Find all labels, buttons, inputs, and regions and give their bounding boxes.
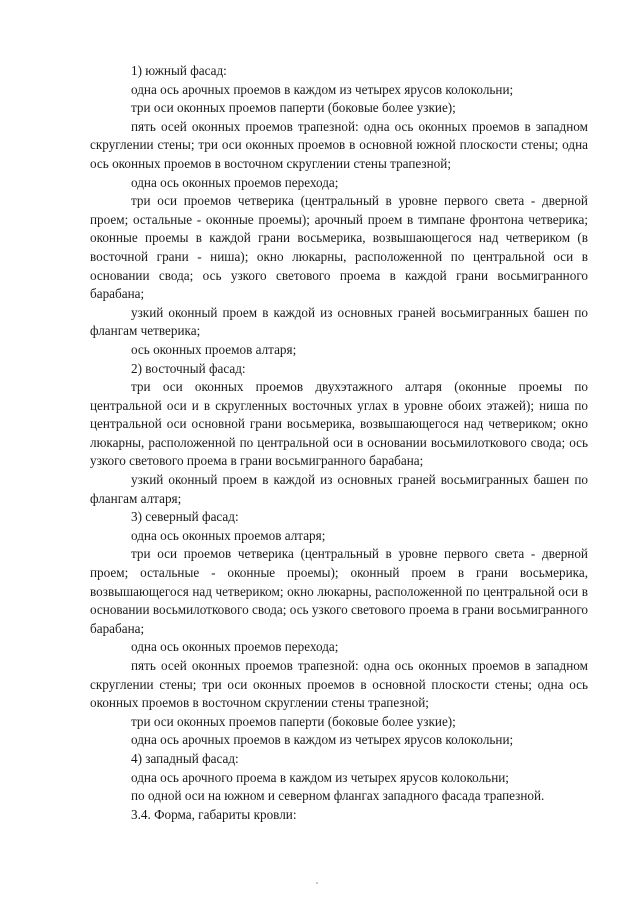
list-item: одна ось арочных проемов в каждом из четырех ярусов колокольни;	[131, 732, 514, 748]
list-item: пять осей оконных проемов трапезной: одна ось оконных проемов в западном скруглении стены; три оси оконных проемов в основной плоскости стены; одна ось оконных проемов в восточном скруглении стены трапезной;	[90, 658, 588, 711]
list-item: одна ось оконных проемов алтаря;	[131, 527, 326, 543]
list-item: три оси проемов четверика (центральный в уровне первого света - дверной проем; остальные - оконные проемы); арочный проем в тимпане фронтона четверика; оконные проемы в каждой грани восьмерика, возвышающегося над четвериком (в восточной грани - ниша); окно люкарны, расположенной по центральной оси в основании свода; ось узкого светового проема в каждой грани восьмигранного барабана;	[90, 193, 588, 302]
list-item: три оси оконных проемов паперти (боковые более узкие);	[131, 713, 456, 729]
list-item: одна ось арочного проема в каждом из четырех ярусов колокольни;	[131, 769, 509, 785]
document-page	[90, 62, 588, 824]
list-item: одна ось оконных проемов перехода;	[131, 174, 339, 190]
list-item: одна ось арочных проемов в каждом из четырех ярусов колокольни;	[131, 81, 514, 97]
scan-speck	[316, 882, 318, 884]
heading-north-facade: 3) северный фасад:	[131, 509, 239, 525]
list-item: пять осей оконных проемов трапезной: одна ось оконных проемов в западном скруглении стены; три оси оконных проемов в основной южной плоскости стены; одна ось оконных проемов в восточном скруглении стены трапезной;	[90, 118, 588, 171]
list-item: три оси оконных проемов двухэтажного алтаря (оконные проемы по центральной оси и в скругленных восточных углах в уровне обоих этажей); ниша по центральной оси основной грани восьмерика, возвышающегося над четвериком; окно люкарны, расположенной по центральной оси в основании восьмилоткового свода; ось узкого светового проема в грани восьмигранного барабана;	[90, 379, 588, 469]
list-item: три оси оконных проемов паперти (боковые более узкие);	[131, 100, 456, 116]
list-item: по одной оси на южном и северном флангах западного фасада трапезной.	[131, 788, 545, 804]
section-heading-roof: 3.4. Форма, габариты кровли:	[131, 806, 297, 822]
list-item: одна ось оконных проемов перехода;	[131, 639, 339, 655]
list-item: три оси проемов четверика (центральный в уровне первого света - дверной проем; остальные - оконные проемы); оконный проем в грани восьмерика, возвышающегося над четвериком; окно люкарны, расположенной по центральной оси в основании восьмилоткового свода; ось узкого светового проема в грани восьмигранного барабана;	[90, 546, 588, 636]
list-item: ось оконных проемов алтаря;	[131, 341, 297, 357]
heading-south-facade: 1) южный фасад:	[131, 63, 227, 78]
heading-east-facade: 2) восточный фасад:	[131, 360, 246, 376]
list-item: узкий оконный проем в каждой из основных граней восьмигранных башен по флангам четверика;	[90, 304, 588, 339]
heading-west-facade: 4) западный фасад:	[131, 750, 239, 766]
list-item: узкий оконный проем в каждой из основных граней восьмигранных башен по флангам алтаря;	[90, 472, 588, 506]
